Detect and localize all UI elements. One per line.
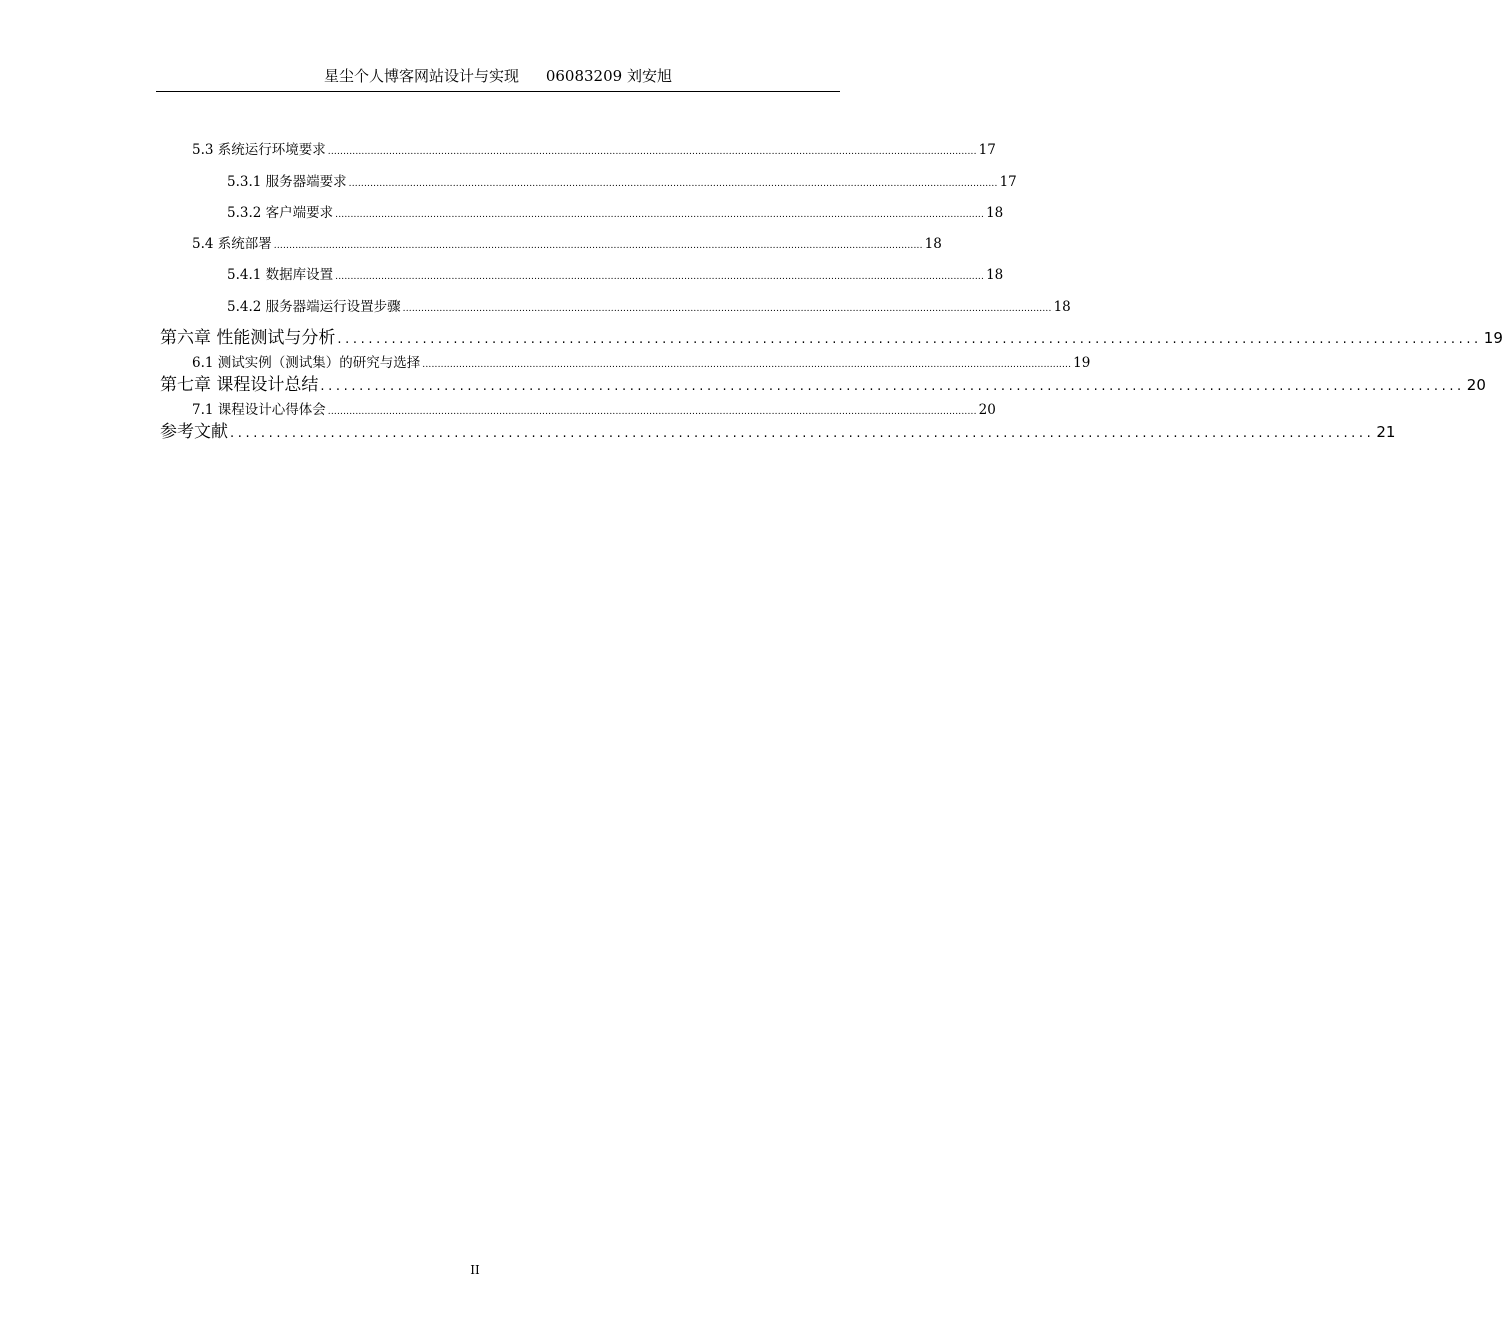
toc-page: 18 bbox=[986, 205, 1004, 221]
toc-entry-5-4-2[interactable] bbox=[227, 295, 1071, 315]
toc-label: 5.4 系统部署 bbox=[192, 236, 272, 252]
toc-entry-6-1[interactable] bbox=[192, 351, 1091, 371]
toc-label: 第七章 课程设计总结 bbox=[160, 375, 319, 395]
toc-label: 5.4.2 服务器端运行设置步骤 bbox=[227, 299, 401, 315]
header-rule bbox=[156, 91, 840, 92]
toc-label: 6.1 测试实例（测试集）的研究与选择 bbox=[192, 355, 421, 371]
toc-leader: .................................................................................................................................................................................................................... bbox=[402, 304, 1052, 314]
toc-page: 18 bbox=[924, 236, 942, 252]
toc-page: 18 bbox=[986, 267, 1004, 283]
toc-entry-references[interactable] bbox=[160, 417, 1396, 442]
page-header bbox=[156, 66, 840, 86]
toc-page: 19 bbox=[1073, 355, 1091, 371]
toc-label: 5.3.1 服务器端要求 bbox=[227, 174, 347, 190]
toc-label: 7.1 课程设计心得体会 bbox=[192, 402, 326, 418]
toc-leader: .................................................................................................................................................................................................................... bbox=[348, 179, 998, 189]
toc-entry-chapter-7[interactable] bbox=[160, 370, 1486, 395]
toc-leader: .................................................................................................................................................................................................................... bbox=[327, 147, 977, 157]
header-title: 星尘个人博客网站设计与实现 bbox=[324, 67, 520, 85]
toc-page: 17 bbox=[978, 142, 996, 158]
toc-leader: .................................................................................................................................................................................................................... bbox=[335, 210, 985, 220]
toc-entry-5-3-2[interactable] bbox=[227, 201, 1004, 221]
toc-leader: .................................................................................................................................................... bbox=[320, 379, 1465, 394]
toc-page: 21 bbox=[1376, 423, 1396, 441]
toc-entry-5-4[interactable] bbox=[192, 232, 942, 252]
toc-label: 5.3 系统运行环境要求 bbox=[192, 142, 326, 158]
toc-entry-chapter-6[interactable] bbox=[160, 323, 1503, 348]
toc-entry-5-4-1[interactable] bbox=[227, 263, 1004, 283]
toc-page: 17 bbox=[999, 174, 1017, 190]
toc-page: 20 bbox=[978, 402, 996, 418]
toc-page: 19 bbox=[1483, 329, 1503, 347]
toc-leader: .................................................................................................................................................................................................................... bbox=[422, 360, 1072, 370]
toc-leader: .................................................................................................................................................... bbox=[230, 426, 1375, 441]
toc-leader: .................................................................................................................................................................................................................... bbox=[273, 241, 923, 251]
toc-entry-5-3-1[interactable] bbox=[227, 170, 1017, 190]
page-number: II bbox=[470, 1263, 480, 1277]
toc-label: 第六章 性能测试与分析 bbox=[160, 328, 336, 348]
header-student-id: 06083209 bbox=[545, 67, 623, 85]
toc-page: 20 bbox=[1466, 376, 1486, 394]
toc-label: 5.4.1 数据库设置 bbox=[227, 267, 334, 283]
toc-leader: .................................................................................................................................................................................................................... bbox=[335, 272, 985, 282]
toc-entry-7-1[interactable] bbox=[192, 398, 996, 418]
toc-label: 参考文献 bbox=[160, 422, 228, 442]
toc-label: 5.3.2 客户端要求 bbox=[227, 205, 334, 221]
header-author: 刘安旭 bbox=[626, 67, 672, 85]
toc-entry-5-3[interactable] bbox=[192, 138, 996, 158]
toc-leader: .................................................................................................................................................................................................................... bbox=[327, 407, 977, 417]
toc-leader: .................................................................................................................................................... bbox=[337, 332, 1482, 347]
toc-page: 18 bbox=[1053, 299, 1071, 315]
